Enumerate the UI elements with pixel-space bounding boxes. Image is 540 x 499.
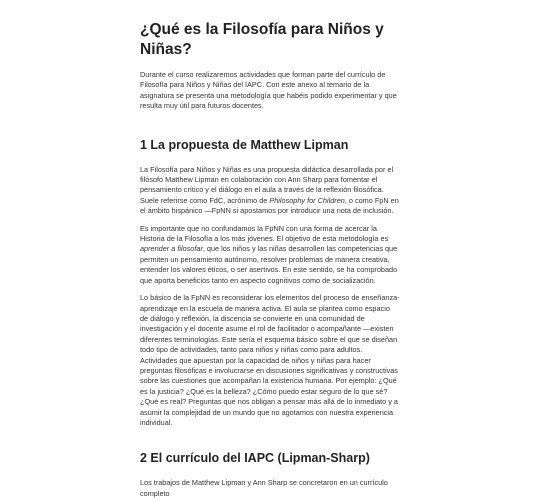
section-1-paragraph-2: Es importante que no confundamos la FpNN con una forma de acercar la Historia de la Filosofía a los más jóvenes. El objetivo de esta metodología es aprender a filosofar, que los niños y las niñas desarrollen las competencias que permiten un pensamiento autónomo, resolver problemas de manera creativa, entender los valores éticos, o ser asertivos. En este sentido, se ha comprobado que aporta beneficios tanto en aspecto cognitivos como de socialización. <box>140 223 398 285</box>
page-title: ¿Qué es la Filosofía para Niños y Niñas? <box>140 21 384 58</box>
intro-paragraph: Durante el curso realizaremos actividades que forman parte del currículo de Filosofía para Niños y Niñas del IAPC. Con este anexo al temario de la asignatura se presenta una metodología que habéis podido experimentar y que resulta muy útil para futuros docentes. <box>140 70 397 111</box>
section-1-paragraph-1: La Filosofía para Niños y Niñas es una propuesta didáctica desarrollada por el filósofo Matthew Lipman en colaboración con Ann Sharp para fomentar el pensamiento crítico y el diálogo en el aula a través de la reflexión filosófica. Suele referirse como FdC, acrónimo de Philosophy for Children, o como FpN en el ámbito hispánico —FpNN si apostamos por introducir una nota de inclusión. <box>140 164 399 216</box>
section-1-paragraph-3: Lo básico de la FpNN es reconsiderar los elementos del proceso de enseñanza-aprendizaje en la escuela de manera activa. El aula se plantea como espacio de diálogo y reflexión, la discencia se convierte en una comunidad de investigación y el docente asume el rol de facilitador o acompañante —existen diferentes terminologías. Este sería el esquema básico sobre el que se diseñan todo tipo de actividades, tanto para niños y niñas como para adultos. Actividades que apuestan por la capacidad de niños y niñas para hacer preguntas filosóficas e involucrarse en discusiones significativas y constructivas sobre las cuestiones que acompañan la existencia humana. Por ejemplo: ¿Qué es la justicia? ¿Qué es la belleza? ¿Cómo puedo estar seguro de lo que sé? ¿Qué es real? Preguntas que nos obligan a pensar más allá de lo inmediato y a asumir la complejidad de un mundo que no agotamos con nuestra experiencia individual. <box>140 293 400 427</box>
emphasis-text: aprender a filosofar <box>140 244 203 254</box>
section-1-heading: 1 La propuesta de Matthew Lipman <box>140 137 349 152</box>
section-2-heading: 2 El currículo del IAPC (Lipman-Sharp) <box>140 451 370 466</box>
emphasis-text: Philosophy for Children <box>269 195 345 205</box>
section-2-paragraph-1: Los trabajos de Matthew Lipman y Ann Sharp se concretaron en un currículo completo <box>140 478 388 498</box>
